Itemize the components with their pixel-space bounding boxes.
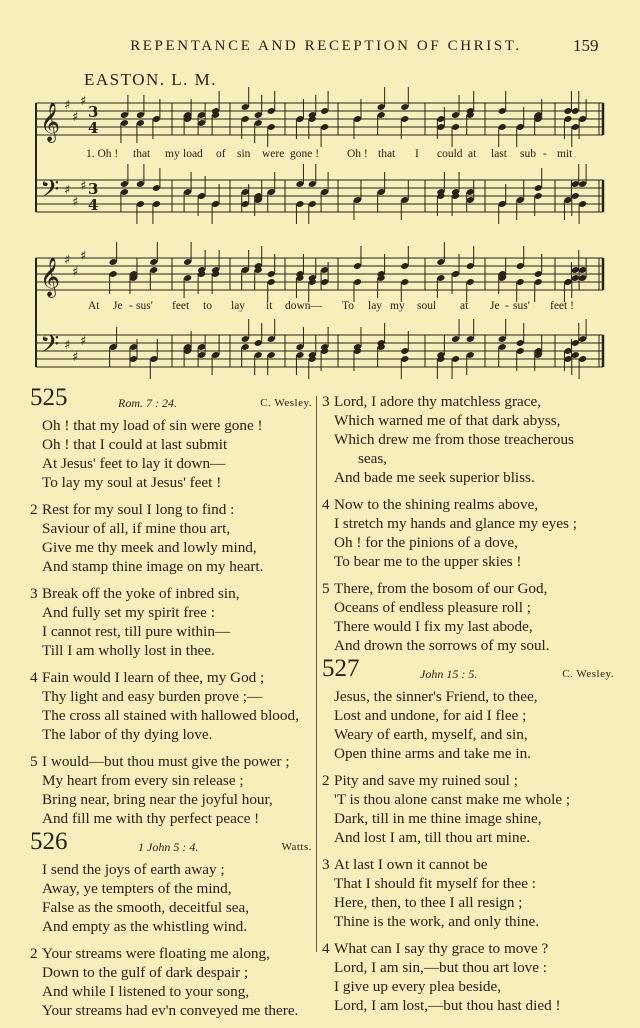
lyric-syllable: soul	[417, 300, 437, 312]
verse-line: Dark, till in me thine image shine,	[334, 810, 542, 827]
lyric-syllable: -	[543, 148, 547, 160]
stanza-number: 3	[322, 856, 330, 873]
sharp-icon: ♯	[64, 253, 71, 268]
stanza-number: 2	[30, 501, 38, 518]
scripture-reference: 1 John 5 : 4.	[138, 840, 199, 854]
hymn-527-heading	[322, 655, 614, 687]
verse-line: And bade me seek superior bliss.	[334, 469, 535, 486]
scripture-reference: John 15 : 5.	[420, 667, 478, 681]
lyric-syllable: load	[183, 148, 203, 160]
stanza-number: 4	[30, 669, 38, 686]
sharp-icon: ♯	[64, 338, 71, 353]
lyric-syllable: at	[468, 148, 477, 160]
stanza	[30, 860, 312, 936]
lyric-syllable: lay	[231, 300, 246, 312]
hymn-number: 527	[322, 655, 360, 682]
sharp-icon: ♯	[72, 195, 79, 210]
time-signature-top: 3	[88, 103, 99, 121]
lyric-syllable: feet !	[550, 300, 574, 312]
verse-line: There would I fix my last abode,	[334, 618, 533, 635]
verse-line: Give me thy meek and lowly mind,	[42, 539, 257, 556]
verse-line: Lord, I am sin,—but thou art love :	[334, 959, 548, 976]
lyric-syllable: gone !	[290, 148, 320, 160]
sharp-icon: ♯	[80, 179, 87, 194]
verse-line: Thine is the work, and only thine.	[334, 913, 539, 930]
stanza-number: 2	[30, 945, 38, 962]
right-column	[322, 392, 614, 1023]
time-signature-bottom: 4	[88, 119, 99, 137]
hymn-526-text	[30, 860, 312, 1020]
verse-line: That I should fit myself for thee :	[334, 875, 537, 892]
verse-line: And stamp thine image on my heart.	[42, 558, 264, 575]
verse-line: Open thine arms and take me in.	[334, 745, 531, 762]
sharp-icon: ♯	[72, 110, 79, 125]
verse-line: I would—but thou must give the power ;	[42, 753, 290, 770]
verse-line: And drown the sorrows of my soul.	[334, 637, 550, 654]
verse-line: Oceans of endless pleasure roll ;	[334, 599, 531, 616]
stanza	[30, 944, 312, 1020]
verse-line: Oh ! that my load of sin were gone !	[42, 417, 263, 434]
verse-line: I stretch my hands and glance my eyes ;	[334, 515, 577, 532]
stanza-number: 5	[30, 753, 38, 770]
verse-line: What can I say thy grace to move ?	[334, 940, 549, 957]
verse-line: Bring near, bring near the joyful hour,	[42, 791, 273, 808]
verse-line: Which drew me from those treacherous	[334, 431, 574, 448]
verse-line: Your streams were floating me along,	[42, 945, 270, 962]
lyric-syllable: -	[505, 300, 509, 312]
verse-line: Here, then, to thee I all resign ;	[334, 894, 523, 911]
stanza-number: 4	[322, 496, 330, 513]
lyric-syllable: sus'	[136, 300, 153, 312]
verse-line: And while I listened to your song,	[42, 983, 250, 1000]
lyric-syllable: 1. Oh !	[86, 148, 119, 160]
verse-line: Saviour of all, if mine thou art,	[42, 520, 231, 537]
sharp-icon: ♯	[64, 183, 71, 198]
hymn-author: C. Wesley.	[260, 397, 312, 409]
stanza	[322, 392, 614, 487]
stanza	[322, 687, 614, 763]
stanza	[30, 584, 312, 660]
hymn-number: 525	[30, 384, 68, 411]
hymn-number: 526	[30, 828, 68, 855]
verse-line: Lord, I am lost,—but thou hast died !	[334, 997, 561, 1014]
verse-line: I send the joys of earth away ;	[42, 861, 225, 878]
verse-line: Weary of earth, myself, and sin,	[334, 726, 528, 743]
page-number: 159	[573, 36, 599, 55]
hymn-526-heading	[30, 828, 312, 860]
verse-line: Jesus, the sinner's Friend, to thee,	[334, 688, 538, 705]
stanza	[30, 416, 312, 492]
verse-line: At Jesus' feet to lay it down—	[42, 455, 226, 472]
verse-line: Fain would I learn of thee, my God ;	[42, 669, 265, 686]
time-signature-top: 3	[88, 180, 99, 198]
stanza	[322, 939, 614, 1015]
stanza-number: 3	[322, 393, 330, 410]
hymn-526-continued	[322, 392, 614, 655]
left-column	[30, 384, 312, 1028]
lyric-syllable: were	[262, 148, 285, 160]
verse-line: Away, ye tempters of the mind,	[42, 880, 232, 897]
verse-line: The labor of thy dying love.	[42, 726, 213, 743]
verse-line: The cross all stained with hallowed blood,	[42, 707, 299, 724]
lyric-syllable: sub	[520, 148, 536, 160]
verse-line: My heart from every sin release ;	[42, 772, 244, 789]
hymn-525-heading	[30, 384, 312, 416]
lyric-syllable: could	[437, 148, 463, 160]
sharp-icon: ♯	[64, 98, 71, 113]
treble-clef-icon: 𝄞	[40, 257, 61, 297]
stanza	[30, 500, 312, 576]
stanza-number: 5	[322, 580, 330, 597]
sharp-icon: ♯	[80, 94, 87, 109]
verse-line: seas,	[358, 450, 388, 467]
lyric-syllable: last	[491, 148, 507, 160]
verse-line: Thy light and easy burden prove ;—	[42, 688, 263, 705]
music-score	[0, 0, 640, 392]
verse-line: I give up every plea beside,	[334, 978, 501, 995]
lyric-syllable: my	[165, 148, 180, 160]
sharp-icon: ♯	[72, 265, 79, 280]
lyric-syllable: To	[342, 300, 354, 312]
lyric-syllable: Je	[113, 300, 123, 312]
stanza-number: 3	[30, 585, 38, 602]
tune-name: EASTON. L. M.	[84, 70, 217, 89]
lyric-syllable: it	[266, 300, 273, 312]
hymn-525-text	[30, 416, 312, 828]
verse-line: Oh ! for the pinions of a dove,	[334, 534, 518, 551]
lyric-syllable: sin	[237, 148, 251, 160]
verse-line: To bear me to the upper skies !	[334, 553, 522, 570]
verse-line: And lost I am, till thou art mine.	[334, 829, 531, 846]
sharp-icon: ♯	[72, 350, 79, 365]
lyric-syllable: feet	[172, 300, 190, 312]
stanza	[30, 752, 312, 828]
verse-line: Down to the gulf of dark despair ;	[42, 964, 249, 981]
lyric-syllable: to	[203, 300, 212, 312]
verse-line: There, from the bosom of our God,	[334, 580, 548, 597]
verse-line: Oh ! that I could at last submit	[42, 436, 228, 453]
verse-line: And fill me with thy perfect peace !	[42, 810, 260, 827]
stanza	[322, 771, 614, 847]
lyric-syllable: At	[88, 300, 100, 312]
bass-clef-icon: 𝄢	[40, 175, 60, 210]
stanza	[322, 495, 614, 571]
time-signature-bottom: 4	[88, 196, 99, 214]
hymn-author: Watts.	[281, 841, 312, 853]
stanza-number: 2	[322, 772, 330, 789]
lyric-syllable: of	[216, 148, 226, 160]
scripture-reference: Rom. 7 : 24.	[118, 396, 177, 410]
verse-line: 'T is thou alone canst make me whole ;	[334, 791, 571, 808]
column-divider	[316, 396, 317, 952]
verse-line: Now to the shining realms above,	[334, 496, 539, 513]
sharp-icon: ♯	[80, 334, 87, 349]
lyric-syllable: lay	[368, 300, 383, 312]
verse-line: Rest for my soul I long to find :	[42, 501, 235, 518]
lyric-syllable: my	[390, 300, 405, 312]
stanza	[322, 579, 614, 655]
verse-line: Pity and save my ruined soul ;	[334, 772, 518, 789]
lyric-syllable: Je	[490, 300, 500, 312]
lyric-syllable: I	[415, 148, 419, 160]
lyric-syllable: at	[460, 300, 469, 312]
verse-line: Which warned me of that dark abyss,	[334, 412, 561, 429]
stanza-number: 4	[322, 940, 330, 957]
verse-line: False as the smooth, deceitful sea,	[42, 899, 250, 916]
stanza	[322, 855, 614, 931]
lyric-syllable: mit	[557, 148, 573, 160]
verse-line: And empty as the whistling wind.	[42, 918, 248, 935]
stanza	[30, 668, 312, 744]
verse-line: At last I own it cannot be	[334, 856, 488, 873]
verse-line: Your streams had ev'n conveyed me there.	[42, 1002, 299, 1019]
verse-line: Lost and undone, for aid I flee ;	[334, 707, 527, 724]
lyric-syllable: that	[133, 148, 151, 160]
sharp-icon: ♯	[80, 249, 87, 264]
hymn-527-text	[322, 687, 614, 1015]
running-title: REPENTANCE AND RECEPTION OF CHRIST.	[130, 38, 522, 54]
lyric-syllable: -	[129, 300, 133, 312]
verse-line: I cannot rest, till pure within—	[42, 623, 231, 640]
lyric-syllable: down—	[285, 300, 323, 312]
lyric-syllable: Oh !	[347, 148, 368, 160]
verse-line: Till I am wholly lost in thee.	[42, 642, 215, 659]
lyric-syllable: sus'	[513, 300, 530, 312]
verse-line: To lay my soul at Jesus' feet !	[42, 474, 222, 491]
verse-line: Break off the yoke of inbred sin,	[42, 585, 240, 602]
hymn-author: C. Wesley.	[562, 668, 614, 680]
treble-clef-icon: 𝄞	[40, 102, 61, 142]
lyric-syllable: that	[378, 148, 396, 160]
verse-line: And fully set my spirit free :	[42, 604, 215, 621]
verse-line: Lord, I adore thy matchless grace,	[334, 393, 542, 410]
bass-clef-icon: 𝄢	[40, 330, 60, 365]
